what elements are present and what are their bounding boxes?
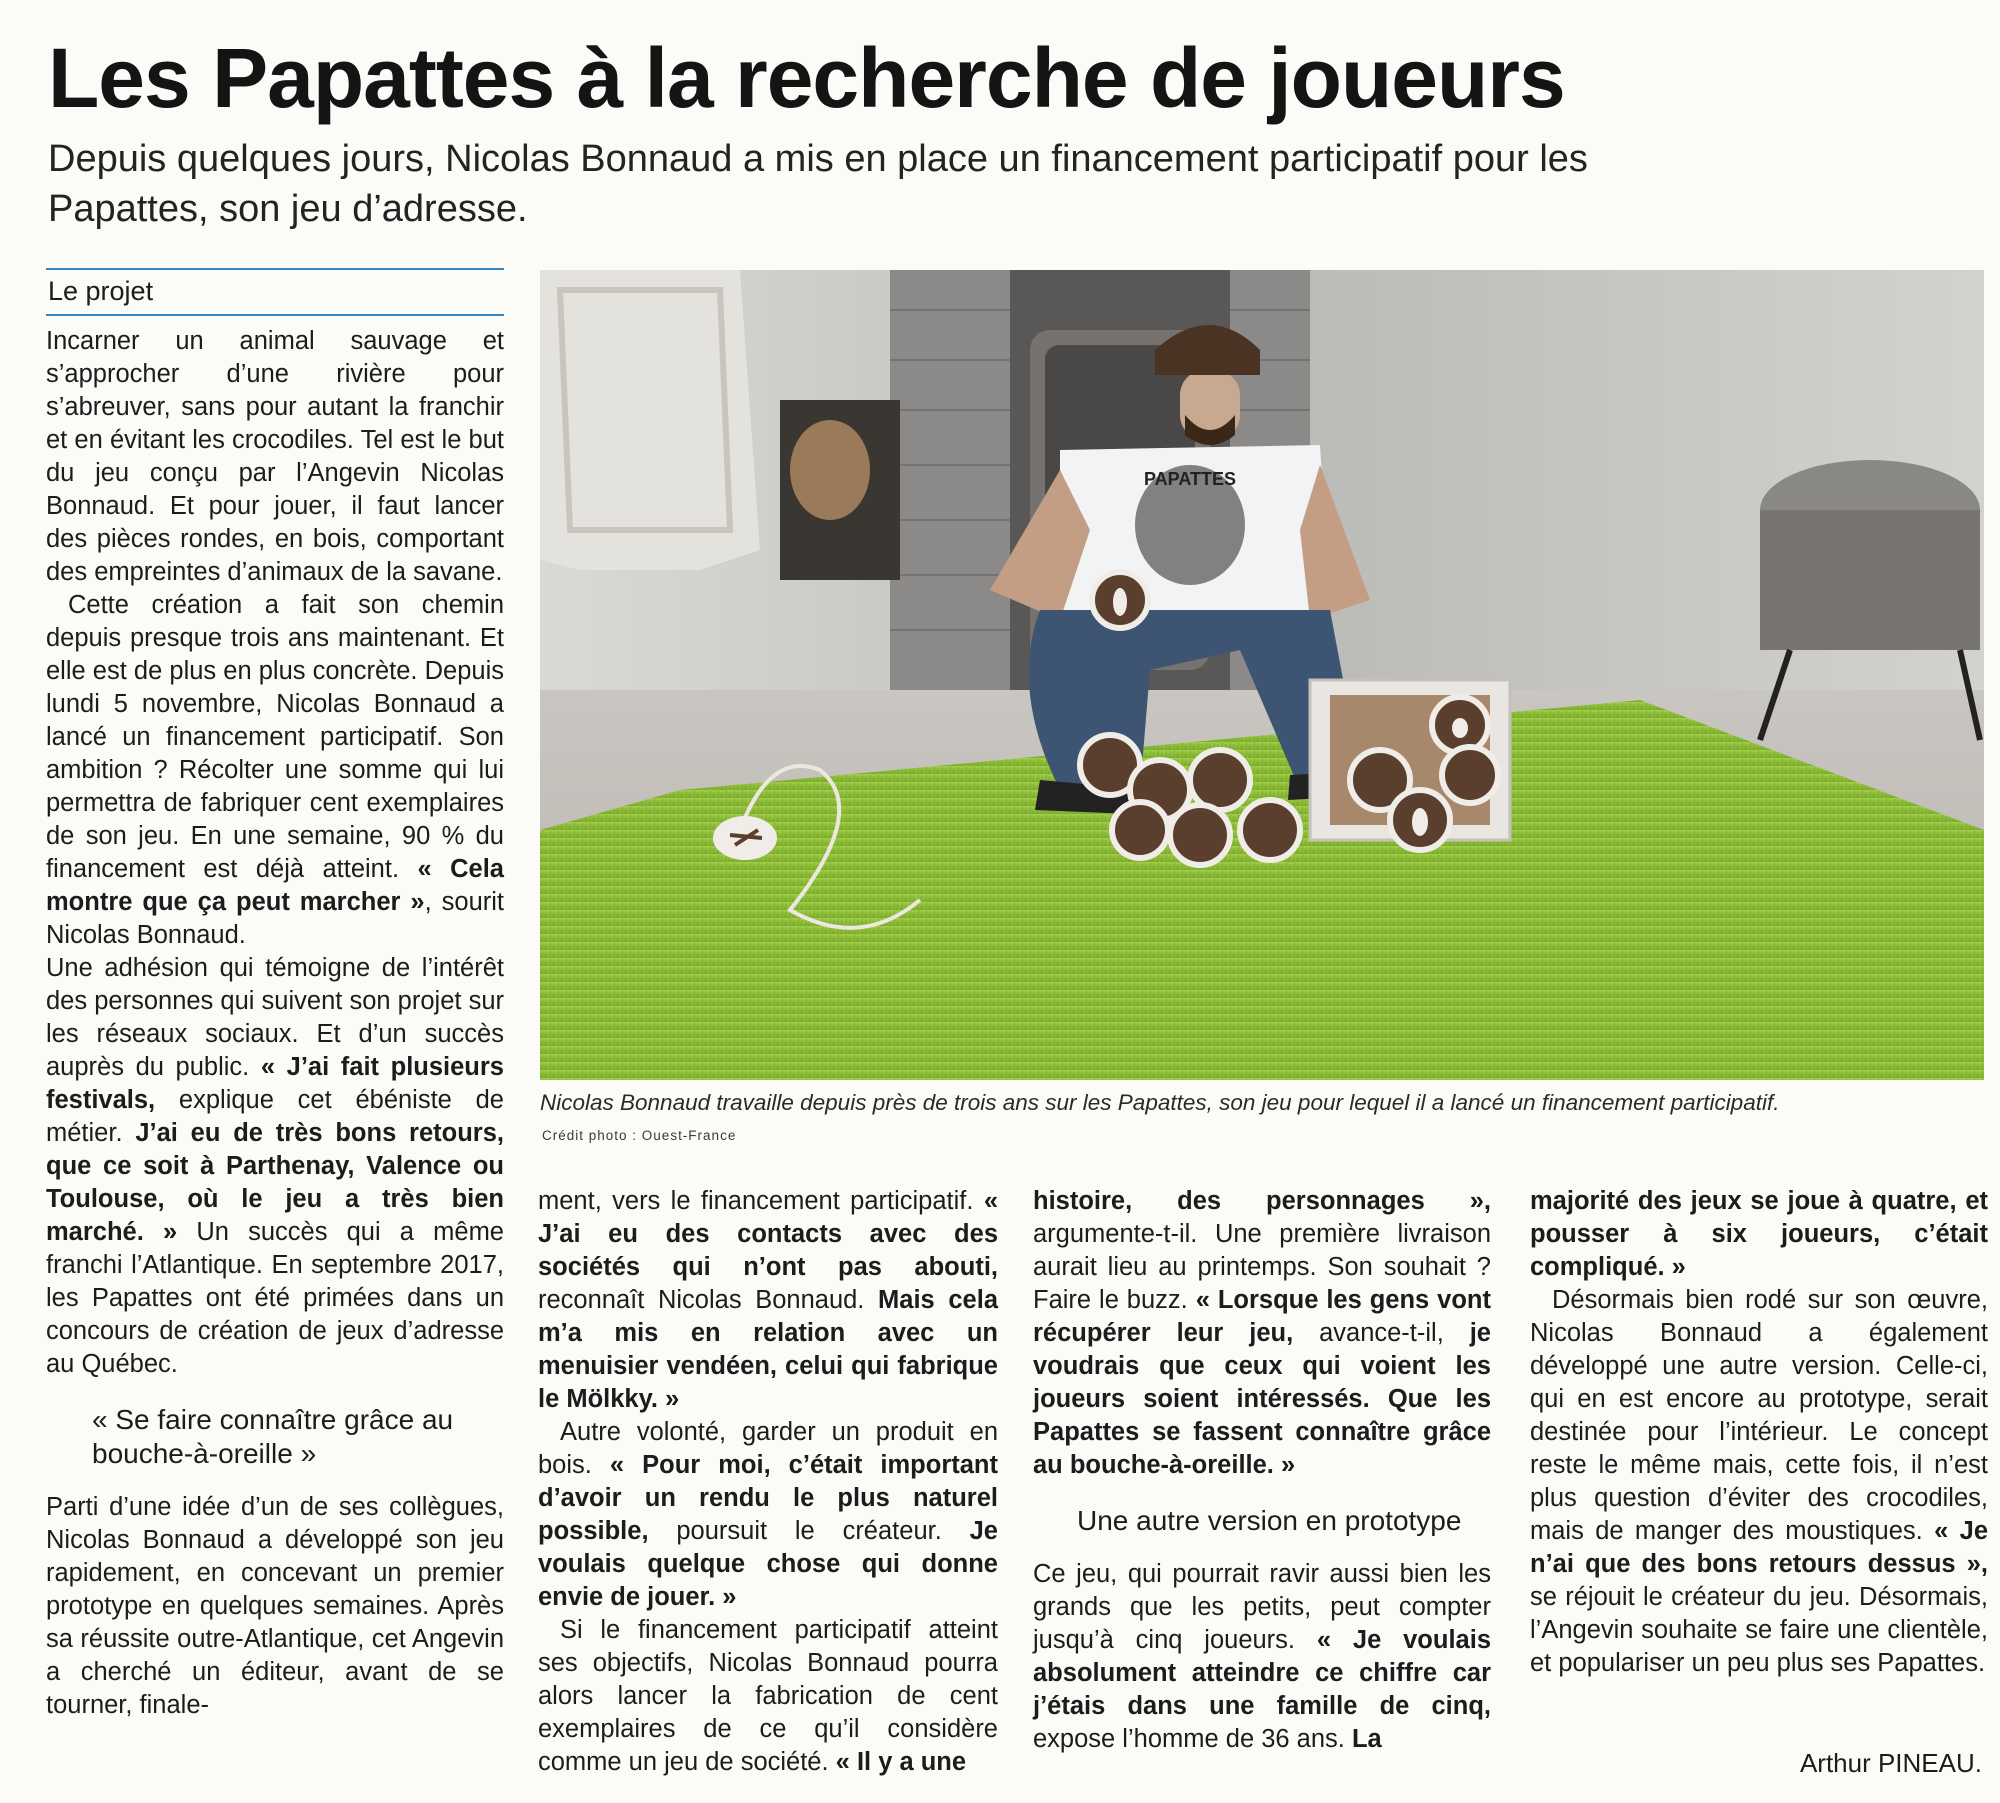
- text-run: expose l’homme de 36 ans.: [1033, 1725, 1352, 1753]
- column-4: [1530, 1185, 1988, 1680]
- photo: [540, 270, 1984, 1080]
- text-run: explique cet ébéniste de métier.: [46, 1086, 504, 1147]
- paragraph: [1033, 1185, 1491, 1482]
- paragraph: [46, 589, 504, 952]
- text-run: avance-t-il,: [1293, 1319, 1470, 1347]
- paragraph: Parti d’une idée d’un de ses collègues, Nicolas Bonnaud a développé son jeu rapidement, en concevant un premier prototype en quelques semaines. Après sa réussite outre-Atlantique, cet Angevin a cherché un éditeur, avant de se tourner, finale-: [46, 1493, 504, 1719]
- text-run: Une adhésion qui témoigne de l’intérêt des personnes qui suivent son projet sur les réseaux sociaux. Et d’un succès auprès du public.: [46, 954, 504, 1081]
- byline: Arthur PINEAU.: [1799, 1748, 1982, 1778]
- column-2: [538, 1185, 998, 1779]
- headline: Les Papattes à la recherche de joueurs: [48, 31, 1565, 125]
- quote: « Pour moi, c’était important d’avoir un rendu le plus naturel possible,: [538, 1451, 998, 1545]
- text-run: Ce jeu, qui pourrait ravir aussi bien les grands que les petits, peut compter jusqu’à cinq joueurs.: [1033, 1560, 1491, 1654]
- text-run: Si le financement participatif atteint ses objectifs, Nicolas Bonnaud pourra alors lancer la fabrication de cent exemplaires de ce qu’il considère comme un jeu de société.: [538, 1616, 998, 1776]
- paragraph: [538, 1614, 998, 1779]
- quote: « Je n’ai que des bons retours dessus »,: [1530, 1517, 1989, 1578]
- photo-caption: Nicolas Bonnaud travaille depuis près de trois ans sur les Papattes, son jeu pour lequel il a lancé un financement participatif.: [540, 1090, 1780, 1115]
- column-1: [46, 325, 504, 1722]
- quote: « Il y a une: [835, 1748, 967, 1776]
- quote: Mais cela m’a mis en relation avec un menuisier vendéen, celui qui fabrique le Mölkky. »: [538, 1286, 999, 1413]
- quote: Je voulais quelque chose qui donne envie de jouer. »: [538, 1517, 998, 1611]
- paragraph: [538, 1185, 998, 1416]
- text-run: se réjouit le créateur du jeu. Désormais, l’Angevin souhaite se faire une clientèle, et populariser un peu plus ses Papattes.: [1530, 1583, 1988, 1677]
- quote: J’ai eu de très bons retours, que ce soit à Parthenay, Valence ou Toulouse, où le jeu a très bien marché. »: [46, 1119, 504, 1246]
- quote: « Lorsque les gens vont récupérer leur jeu,: [1033, 1286, 1492, 1347]
- section-label: Le projet: [46, 268, 504, 316]
- column-3: [1033, 1185, 1491, 1756]
- quote: « Je voulais absolument atteindre ce chiffre car j’étais dans une famille de cinq,: [1033, 1626, 1491, 1720]
- paragraph: [1530, 1284, 1988, 1680]
- text-run: , sourit Nicolas Bonnaud.: [46, 888, 504, 949]
- quote: « J’ai eu des contacts avec des sociétés qui n’ont pas abouti,: [538, 1187, 998, 1281]
- quote: « J’ai fait plusieurs festivals,: [46, 1053, 504, 1114]
- text-run: poursuit le créateur.: [648, 1517, 970, 1545]
- paragraph: [1033, 1558, 1491, 1756]
- quote: histoire, des personnages »,: [1033, 1187, 1491, 1215]
- text-run: Désormais bien rodé sur son œuvre, Nicolas Bonnaud a également développé une autre version. Celle-ci, qui en est encore au prototype, serait destinée pour l’intérieur. Le concept reste le même mais, cette fois, il n’est plus question d’éviter des crocodiles, mais de manger des moustiques.: [1530, 1286, 1988, 1545]
- quote: je voudrais que ceux qui voient les joueurs soient intéressés. Que les Papattes se fassent connaître grâce au bouche-à-oreille. »: [1033, 1319, 1491, 1479]
- photo-illustration: [540, 270, 1984, 1080]
- text-run: ment, vers le financement participatif.: [538, 1187, 984, 1215]
- paragraph: [1530, 1185, 1988, 1284]
- intertitle: Une autre version en prototype: [1077, 1505, 1462, 1536]
- paragraph: Incarner un animal sauvage et s’approcher d’une rivière pour s’abreuver, sans pour autant la franchir et en évitant les crocodiles. Tel est le but du jeu conçu par l’Angevin Nicolas Bonnaud. Et pour jouer, il faut lancer des pièces rondes, en bois, comportant des empreintes d’animaux de la savane.: [46, 327, 504, 586]
- shirt-text: PAPATTES: [1143, 469, 1237, 489]
- text-run: Cette création a fait son chemin depuis presque trois ans maintenant. Et elle est de plus en plus concrète. Depuis lundi 5 novembre, Nicolas Bonnaud a lancé un financement participatif. Son ambition ? Récolter une somme qui lui permettra de fabriquer cent exemplaires de son jeu. En une semaine, 90 % du financement est déjà atteint.: [46, 591, 504, 883]
- subhead: Depuis quelques jours, Nicolas Bonnaud a mis en place un financement participatif pour les Papattes, son jeu d’adresse.: [48, 138, 1588, 230]
- text-run: Autre volonté, garder un produit en bois.: [538, 1418, 998, 1479]
- paragraph: [538, 1416, 998, 1614]
- quote: « Cela montre que ça peut marcher »: [46, 855, 504, 916]
- text-run: Un succès qui a même franchi l’Atlantique. En septembre 2017, les Papattes ont été primées dans un concours de création de jeux d’adresse au Québec.: [46, 1218, 504, 1378]
- paragraph: [46, 952, 504, 1381]
- quote: La: [1351, 1725, 1382, 1753]
- quote: majorité des jeux se joue à quatre, et pousser à six joueurs, c’était compliqué. »: [1530, 1187, 1988, 1281]
- photo-credit: Crédit photo : Ouest-France: [542, 1128, 737, 1143]
- text-run: argumente-t-il. Une première livraison aurait lieu au printemps. Son souhait ? Faire le buzz.: [1033, 1220, 1491, 1314]
- intertitle: « Se faire connaître grâce au bouche-à-oreille »: [92, 1404, 454, 1469]
- text-run: reconnaît Nicolas Bonnaud.: [538, 1286, 879, 1314]
